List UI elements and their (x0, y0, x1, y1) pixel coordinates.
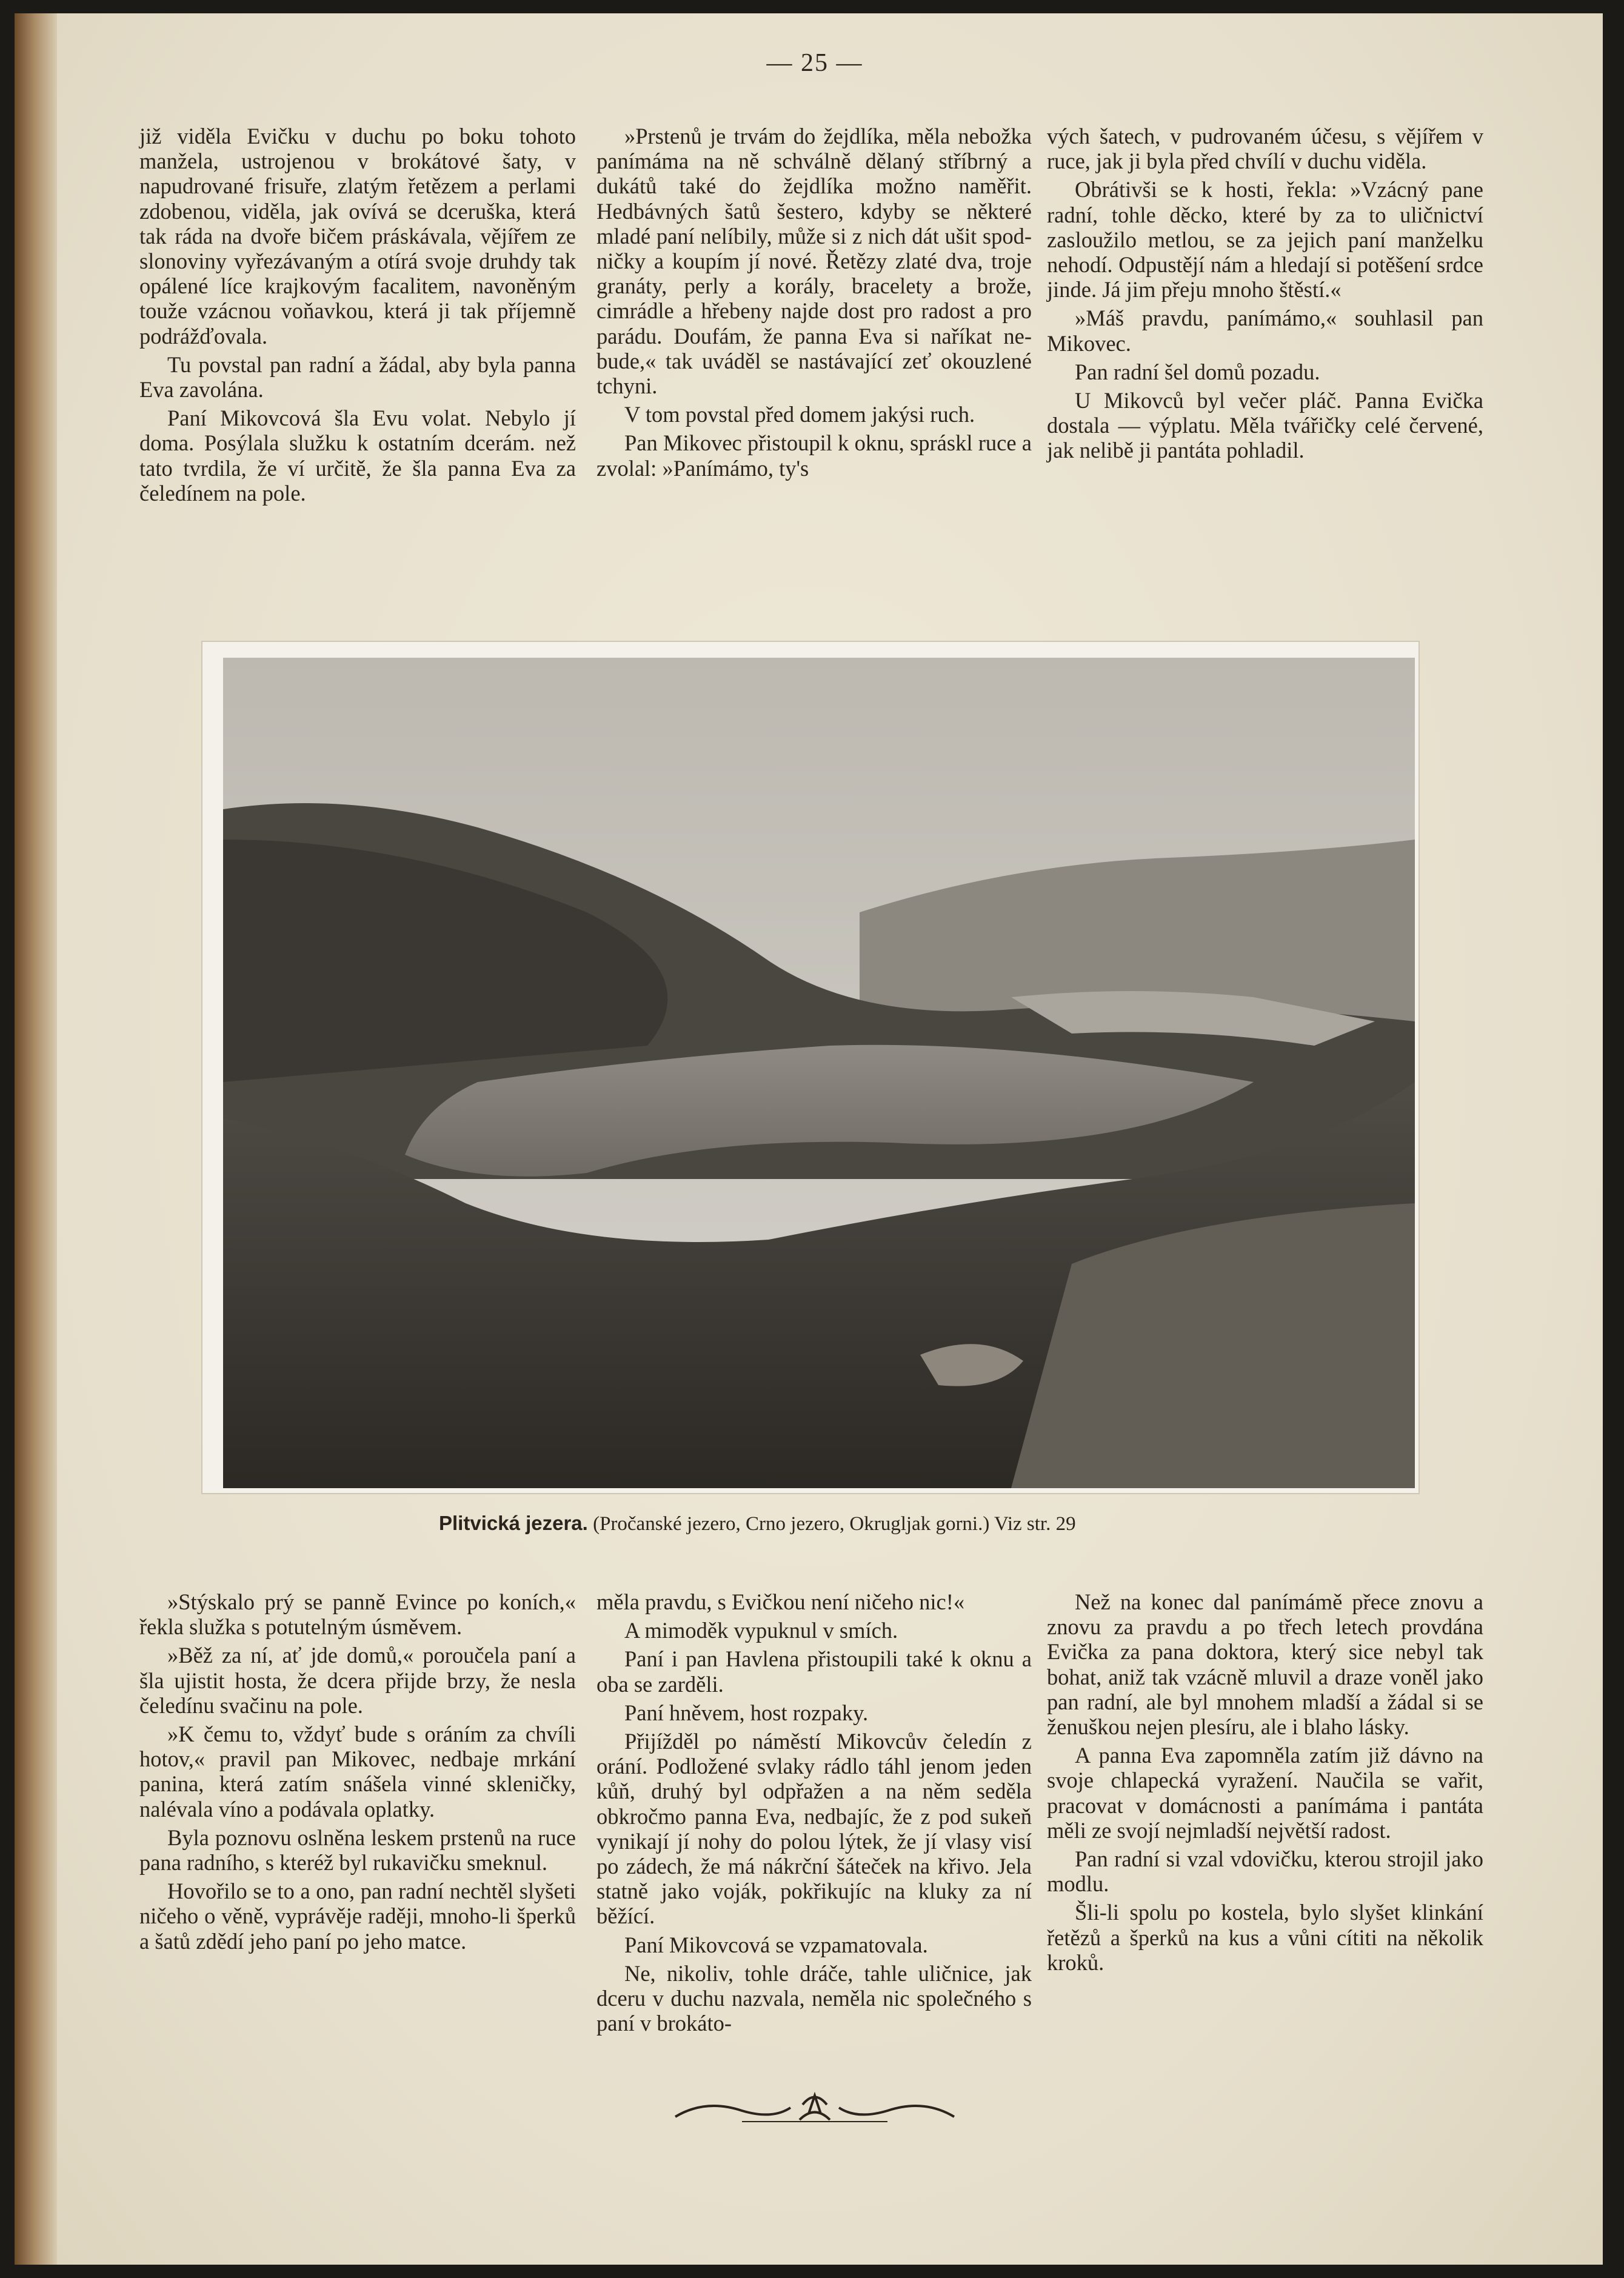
photo-caption (439, 1512, 1227, 1535)
text-column-3 (1047, 124, 1483, 467)
paragraph: Paní Mikovcová šla Evu volat. Nebylo jí doma. Posýlala služku k ostatním dcerám. než tato tvrdila, že ví určitě, že šla panna Eva za čeledínem na pole. (139, 406, 576, 506)
page-number: — 25 — (766, 49, 863, 77)
paragraph: A mimoděk vypuknul v smích. (624, 1618, 898, 1643)
paragraph: vých šatech, v pudrovaném účesu, s vějířem v ruce, jak ji byla před chvílí v duchu viděla. (1047, 124, 1483, 174)
paragraph: Paní i pan Havlena přistoupili také k oknu a oba se zarděli. (596, 1646, 1032, 1697)
paragraph: Byla poznovu oslněna leskem prstenů na ruce pana radního, s kteréž byl rukavičku smeknul. (139, 1825, 576, 1876)
paragraph: Tu povstal pan radní a žádal, aby byla panna Eva zavolána. (139, 352, 576, 402)
magazine-page (15, 13, 1603, 2265)
paragraph: V tom povstal před domem jakýsi ruch. (624, 402, 975, 427)
paragraph: měla pravdu, s Evičkou není ničeho nic!« (596, 1589, 965, 1614)
caption-text: (Pročanské jezero, Crno jezero, Okrugljak gorni.) Viz str. 29 (593, 1513, 1076, 1535)
paragraph: Pan radní šel domů pozadu. (1075, 359, 1320, 384)
paragraph: Ne, nikoliv, tohle dráče, tahle uličnice, jak dceru v duchu nazvala, neměla nic společného s paní v brokáto- (596, 1960, 1032, 2036)
paragraph: U Mikovců byl večer pláč. Panna Evička dostala — výplatu. Měla tvářičky celé červené, jak nelibě ji pantáta pohladil. (1047, 388, 1483, 463)
text-column-5 (596, 1589, 1032, 2039)
paragraph: »Máš pravdu, panímámo,« souhlasil pan Mikovec. (1047, 306, 1483, 356)
lake-landscape-photo (223, 658, 1415, 1488)
caption-title: Plitvická jezera. (439, 1512, 588, 1534)
paragraph: Pan radní si vzal vdovičku, kterou strojil jako modlu. (1047, 1846, 1483, 1897)
paragraph: Pan Mikovec přistoupil k oknu, spráskl ruce a zvolal: »Panímámo, ty's (596, 430, 1032, 481)
text-column-4 (139, 1589, 576, 1957)
paragraph: Paní Mikovcová se vzpamatovala. (624, 1932, 928, 1957)
paragraph: Šli-li spolu po kostela, bylo slyšet klinkání řetězů a šperků na kus a vůni cítiti na několik kroků. (1047, 1900, 1483, 1975)
paragraph: již viděla Evičku v duchu po boku tohoto manžela, ustrojenou v brokátové šaty, v napudrované frisuře, zlatým řetězem a perlami zdobenou, viděla, jak ovívá se dceruška, která tak ráda na dvoře bičem práskávala, vějířem ze slonoviny vyřezávaným a otírá svoje druhdy tak opálené líce krajkovým facalitem, navoněným touže vzácnou voňavkou, která ji tak příjemně podrážďovala. (139, 124, 576, 349)
paragraph: A panna Eva zapomněla zatím již dávno na svoje chlapecká vyražení. Naučila se vařit, pracovat v domácnosti a panímáma i pantáta měli ze svojí nejmladší největší radost. (1047, 1743, 1483, 1843)
text-column-1 (139, 124, 576, 509)
paragraph: Paní hněvem, host rozpaky. (624, 1700, 869, 1725)
photo-frame (201, 641, 1420, 1494)
text-column-6 (1047, 1589, 1483, 1979)
paragraph: »Stýskalo prý se panně Evince po koních,« řekla služka s potutelným úsměvem. (139, 1589, 576, 1640)
text-column-2 (596, 124, 1032, 484)
paragraph: »Prstenů je trvám do žejdlíka, měla nebožka panímáma na ně schválně dělaný stříbrný a dukátů také do žejdlíka možno naměřit. Hedbávných šatů šestero, kdyby se některé mladé paní nelíbily, může si z nich dát ušit spodničky a koupím jí nové. Řetězy zlaté dva, troje granáty, perly a korály, bracelety a brože, cimrádle a hřebeny najde dost pro radost a pro parádu. Doufám, že panna Eva si naříkat nebude,« tak uváděl se nastávající zeť okouzlené tchyni. (596, 124, 1032, 399)
paragraph: »Běž za ní, ať jde domů,« poroučela paní a šla ujistit hosta, že dcera přijde brzy, že nesla čeledínu svačinu na pole. (139, 1643, 576, 1718)
paragraph: Přijížděl po náměstí Mikovcův čeledín z orání. Podložené svlaky rádlo táhl jenom jeden kůň, druhý byl odpřažen a na něm seděla obkročmo panna Eva, nedbajíc, že z pod sukeň vynikají jí nohy do polou lýtek, že jí vlasy visí po zádech, že má nákrční šáteček na křivo. Jela statně jako voják, pokřikujíc na kluky za ní běžící. (596, 1729, 1032, 1929)
paragraph: Než na konec dal panímámě přece znovu a znovu za pravdu a po třech letech provdána Evička za pana doktora, který sice nebyl tak bohat, aniž tak vzácně mluvil a draze voněl jako pan radní, ale byl mnohem mladší a žádal si se ženuškou nejen plesíru, ale i blaho lásky. (1047, 1589, 1483, 1740)
page-binding (15, 13, 57, 2265)
paragraph: Hovořilo se to a ono, pan radní nechtěl slyšeti ničeho o věně, vyprávěje raději, mnoho-li šperků a šatů zdědí jeho paní po jeho matce. (139, 1879, 576, 1954)
paragraph: »K čemu to, vždyť bude s oráním za chvíli hotov,« pravil pan Mikovec, nedbaje mrkání panina, která zatím snášela vinné skleničky, nalévala víno a podávala oplatky. (139, 1722, 576, 1822)
paragraph: Obrátivši se k hosti, řekla: »Vzácný pane radní, tohle děcko, které by za to uličnictví zasloužilo metlou, se za jejich paní manželku nehodí. Odpustějí nám a hledají si potěšení srdce jinde. Já jim přeju mnoho štěstí.« (1047, 177, 1483, 302)
decorative-ornament-icon (669, 2086, 960, 2129)
